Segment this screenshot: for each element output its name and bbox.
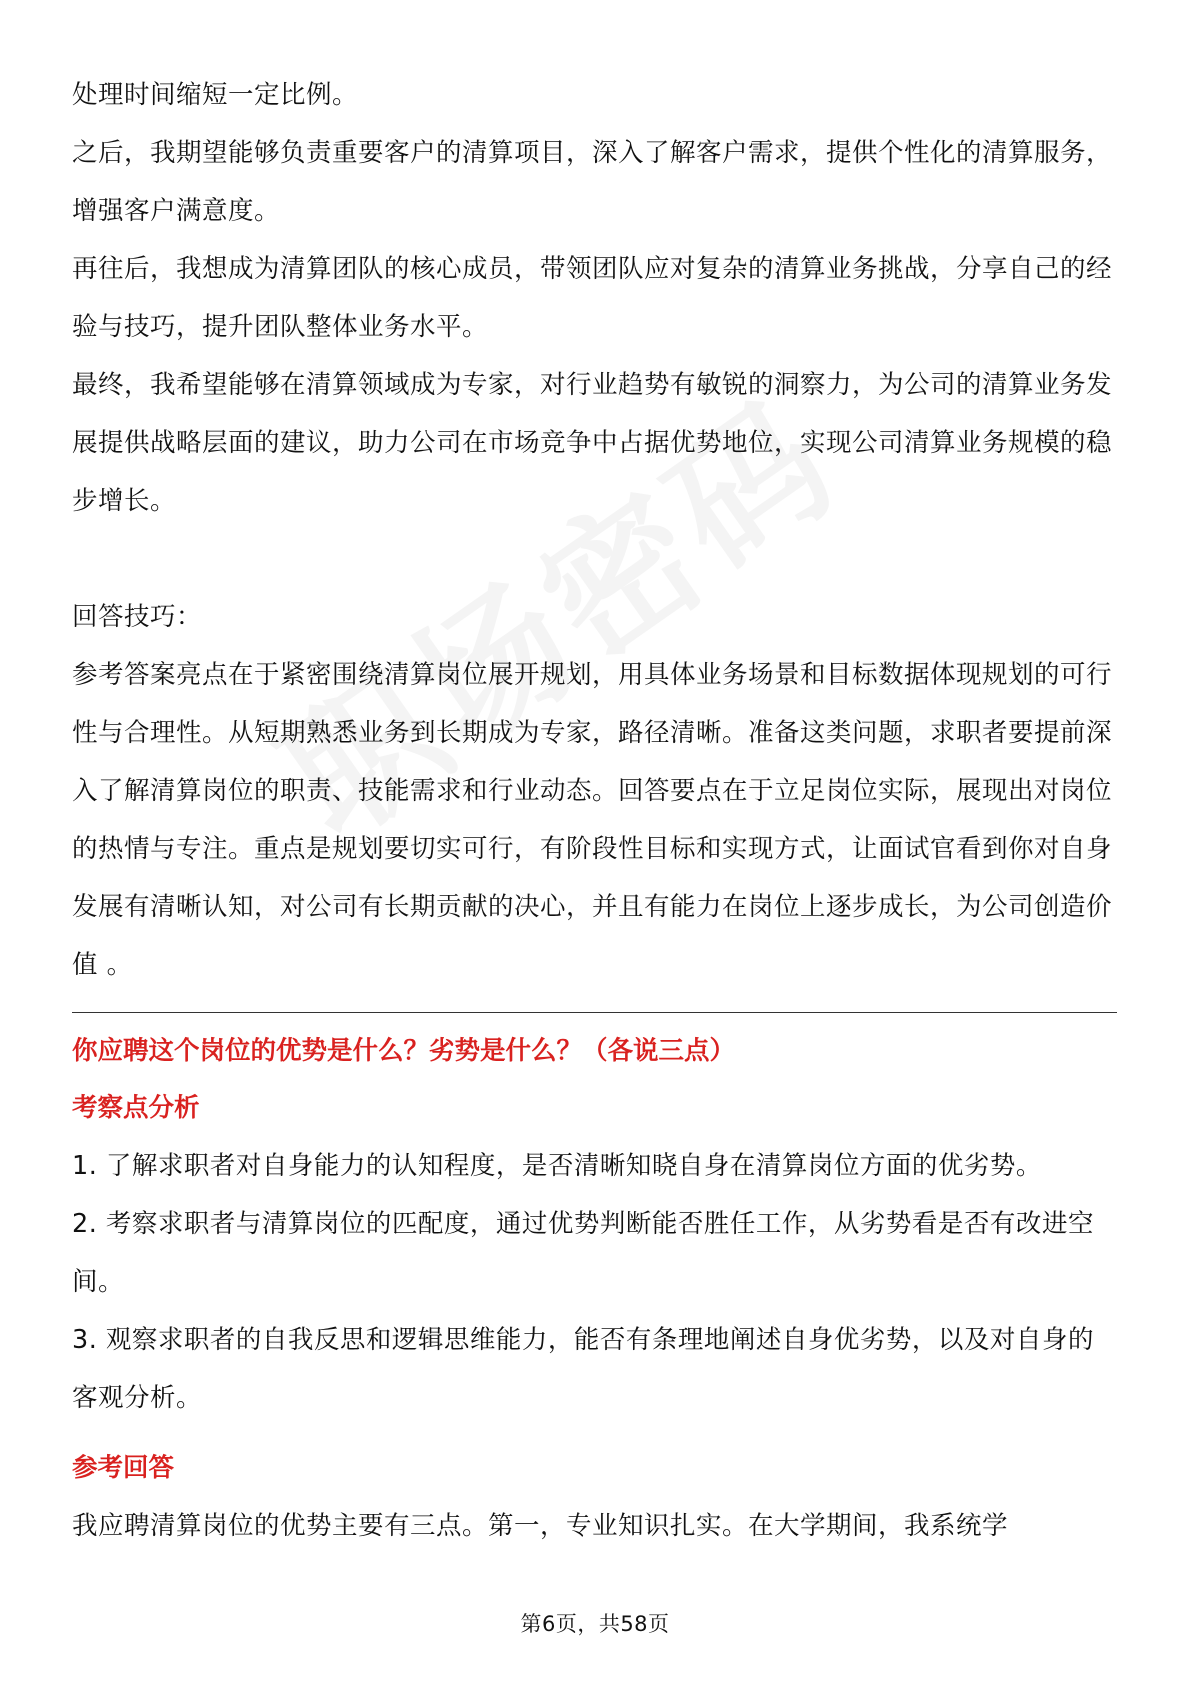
paragraph: 之后，我期望能够负责重要客户的清算项目，深入了解客户需求，提供个性化的清算服务，增强客户满意度。 — [72, 138, 1113, 226]
section-divider — [72, 1012, 1117, 1013]
tips-text: 参考答案亮点在于紧密围绕清算岗位展开规划，用具体业务场景和目标数据体现规划的可行性与合理性。从短期熟悉业务到长期成为专家，路径清晰。准备这类问题，求职者要提前深入了解清算岗位的职责、技能需求和行业动态。回答要点在于立足岗位实际，展现出对岗位的热情与专注。重点是规划要切实可行，有阶段性目标和实现方式，让面试官看到你对自身发展有清晰认知，对公司有长期贡献的决心，并且有能力在岗位上逐步成长，为公司创造价值 。 — [72, 660, 1113, 980]
paragraph: 再往后，我想成为清算团队的核心成员，带领团队应对复杂的清算业务挑战，分享自己的经验与技巧，提升团队整体业务水平。 — [72, 254, 1113, 342]
page-footer: 第6页，共58页 — [520, 1612, 670, 1636]
answer-heading: 参考回答 — [72, 1453, 175, 1483]
tips-label: 回答技巧： — [72, 602, 203, 632]
answer-text: 我应聘清算岗位的优势主要有三点。第一，专业知识扎实。在大学期间，我系统学 — [72, 1511, 1009, 1541]
question-title: 你应聘这个岗位的优势是什么？劣势是什么？（各说三点） — [72, 1036, 736, 1066]
paragraph: 最终，我希望能够在清算领域成为专家，对行业趋势有敏锐的洞察力，为公司的清算业务发展提供战略层面的建议，助力公司在市场竞争中占据优势地位，实现公司清算业务规模的稳步增长。 — [72, 370, 1113, 516]
analysis-item: 2. 考察求职者与清算岗位的匹配度，通过优势判断能否胜任工作，从劣势看是否有改进空间。 — [72, 1209, 1094, 1297]
paragraph: 处理时间缩短一定比例。 — [72, 80, 359, 110]
analysis-item: 1. 了解求职者对自身能力的认知程度，是否清晰知晓自身在清算岗位方面的优劣势。 — [72, 1151, 1042, 1181]
analysis-heading: 考察点分析 — [72, 1093, 200, 1123]
spacer — [72, 530, 1117, 588]
page-content — [72, 66, 1117, 1555]
analysis-item: 3. 观察求职者的自我反思和逻辑思维能力，能否有条理地阐述自身优劣势，以及对自身的客观分析。 — [72, 1325, 1094, 1413]
